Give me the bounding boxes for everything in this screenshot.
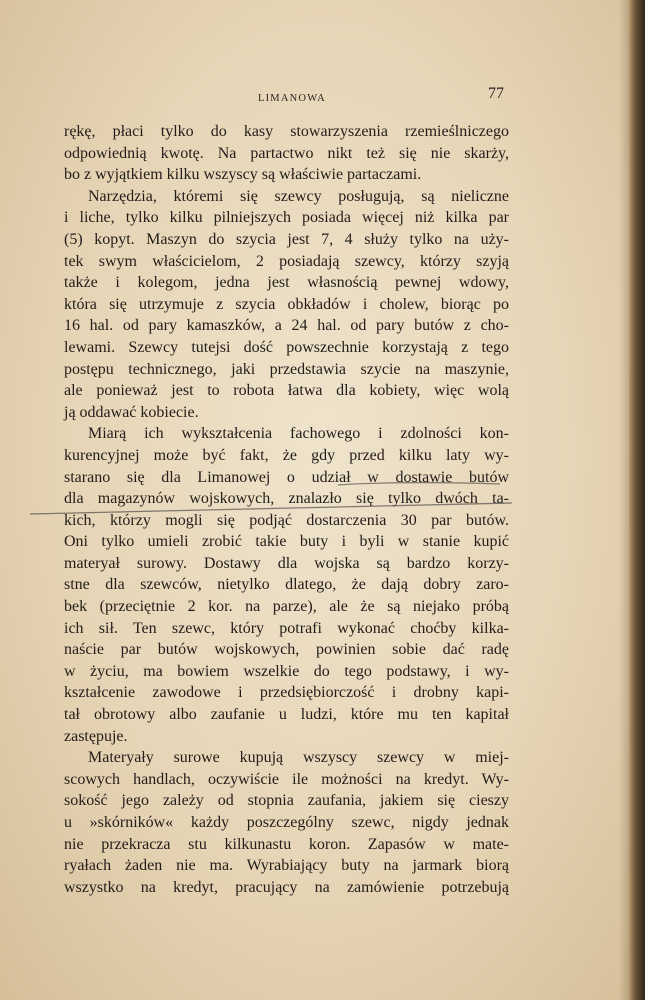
text-line: rękę, płaci tylko do kasy stowarzyszenia rzemieślniczego	[64, 123, 509, 140]
text-line: 16 hal. od pary kamaszków, a 24 hal. od pary butów z cho-	[64, 317, 509, 335]
text-line: postępu technicznego, jaki przedstawia szycie na maszynie,	[64, 360, 509, 378]
text-line: ją oddawać kobiecie.	[64, 403, 199, 421]
binding-shadow	[619, 0, 629, 1000]
text-line: u »skórników« każdy poszczególny szewc, nigdy jednak	[64, 814, 509, 831]
text-line: scowych handlach, oczywiście ile możności na kredyt. Wy-	[64, 770, 509, 788]
text-line: kształcenie zawodowe i przedsiębiorczość i drobny kapi-	[64, 684, 509, 702]
text-line: bek (przeciętnie 2 kor. na parze), ale że są niejako próbą	[64, 598, 509, 616]
body-text	[64, 121, 509, 898]
text-line: bo z wyjątkiem kilku wszyscy są właściwie partaczami.	[64, 166, 422, 184]
text-line: zastępuje.	[64, 727, 128, 745]
text-line: nie przekracza stu kilkunastu koron. Zapasów w mate-	[64, 835, 509, 853]
text-line: tał obrotowy albo zaufanie u ludzi, które mu ten kapitał	[64, 706, 509, 724]
text-line: Narzędzia, któremi się szewcy posługują, są nieliczne	[88, 187, 509, 205]
text-line: ich sił. Ten szewc, który potrafi wykonać choćby kilka-	[64, 619, 509, 637]
text-line: i liche, tylko kilku pilniejszych posiada więcej niż kilka par	[64, 209, 509, 227]
text-line: sokość jego zależy od stopnia zaufania, jakiem się cieszy	[64, 792, 509, 810]
text-line: kurencyjnej może być fakt, że gdy przed kilku laty wy-	[64, 446, 509, 464]
text-line: Miarą ich wykształcenia fachowego i zdolności kon-	[88, 425, 509, 443]
text-line: (5) kopyt. Maszyn do szycia jest 7, 4 służy tylko na uży-	[64, 230, 509, 248]
text-line: dla magazynów wojskowych, znalazło się tylko dwóch ta-	[64, 490, 509, 508]
text-line: materyał surowy. Dostawy dla wojska są bardzo korzy-	[64, 554, 509, 572]
text-line: która się utrzymuje z szycia obkładów i cholew, biorąc po	[64, 295, 509, 313]
text-line: w życiu, ma bowiem wszelkie do tego podstawy, i wy-	[64, 662, 509, 680]
page-number: 77	[488, 85, 504, 102]
text-line: Materyały surowe kupują wszyscy szewcy w miej-	[88, 749, 509, 767]
text-line: ryałach żaden nie ma. Wyrabiający buty na jarmark biorą	[64, 857, 509, 875]
text-line: także i kolegom, jedna jest własnością pewnej wdowy,	[64, 274, 509, 292]
text-line: Oni tylko umieli zrobić takie buty i byli w stanie kupić	[64, 533, 509, 551]
running-head: LIMANOWA	[258, 93, 326, 104]
text-line: kich, którzy mogli się podjąć dostarczenia 30 par butów.	[64, 511, 509, 529]
text-line: ale ponieważ jest to robota łatwa dla kobiety, więc wolą	[64, 382, 509, 400]
text-line: naście par butów wojskowych, powinien sobie dać radę	[64, 641, 509, 659]
book-spine-edge	[629, 0, 645, 1000]
text-line: stne dla szewców, nietylko dlatego, że dają dobry zaro-	[64, 576, 509, 594]
text-line: starano się dla Limanowej o udział w dostawie butów	[64, 468, 509, 486]
text-line: wszystko na kredyt, pracujący na zamówienie potrzebują	[64, 878, 509, 896]
text-line: odpowiednią kwotę. Na partactwo nikt też się nie skarży,	[64, 144, 509, 162]
text-line: lewami. Szewcy tutejsi dość powszechnie korzystają z tego	[64, 338, 509, 356]
text-line: tek swym właścicielom, 2 posiadają szewcy, którzy szyją	[64, 252, 509, 270]
